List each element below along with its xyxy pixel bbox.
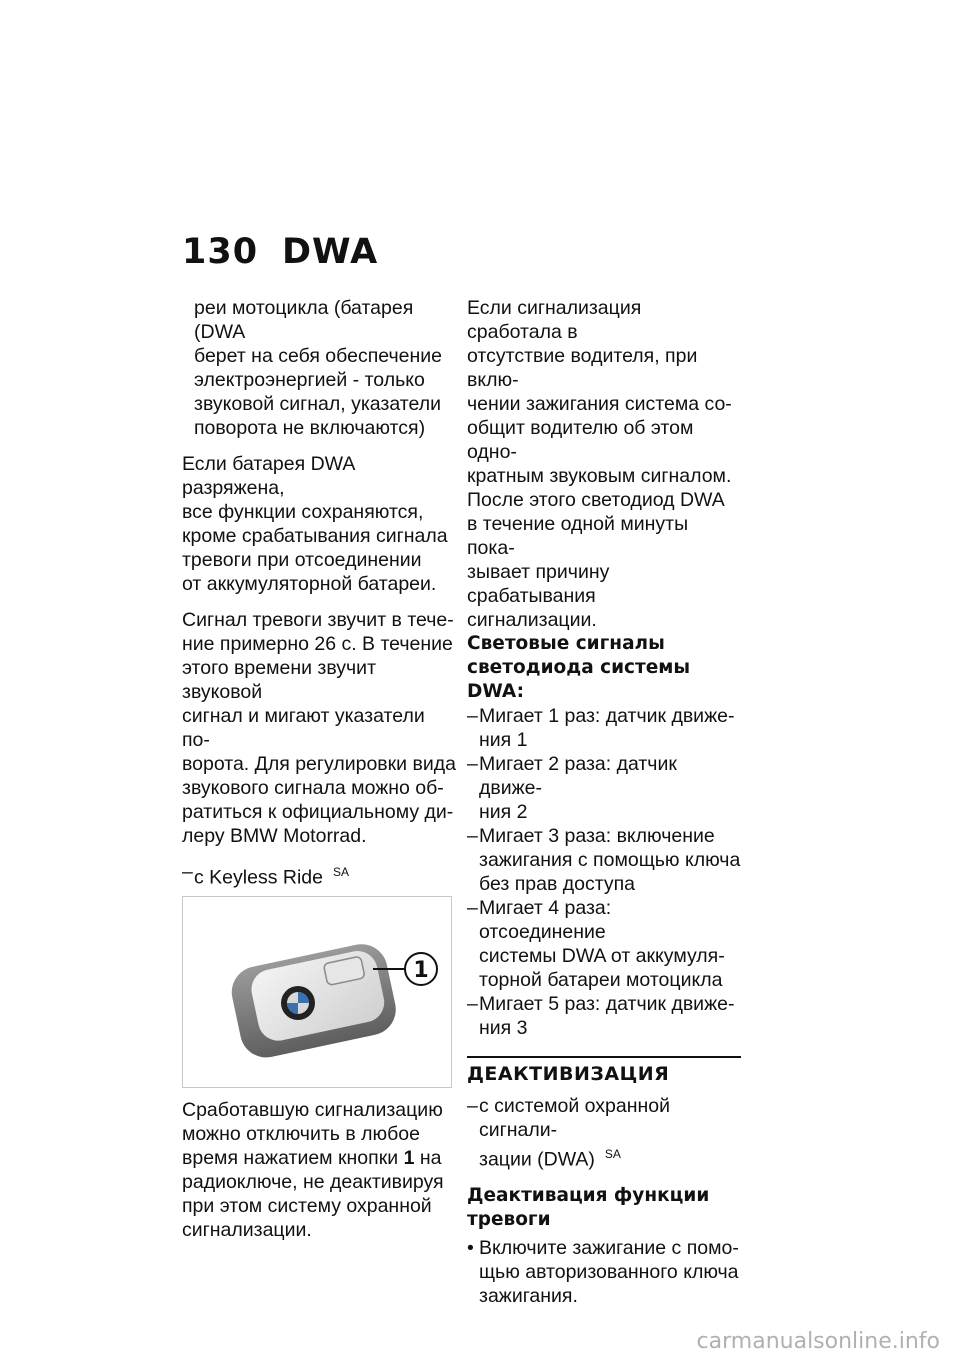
text-line: сигнализации. — [467, 609, 597, 631]
text-line: чении зажигания система со- — [467, 393, 732, 415]
text-line: в течение одной минуты пока- — [467, 513, 689, 559]
text-line: Мигает 1 раз: датчик движе- — [479, 705, 735, 727]
text-line: Сигнал тревоги звучит в тече- — [182, 609, 454, 631]
text-line: Мигает 3 раза: включение — [479, 825, 715, 847]
instruction-item — [467, 1236, 741, 1308]
page-title: DWA — [282, 232, 379, 272]
text-line: все функции сохраняются, — [182, 501, 424, 523]
text-span: время нажатием кнопки — [182, 1146, 399, 1169]
dash-mark: – — [467, 753, 478, 775]
heading-line: светодиода системы DWA: — [467, 657, 691, 702]
text-line: электроэнергией - только — [194, 369, 425, 391]
text-line: ния 3 — [479, 1017, 528, 1039]
dwa-option — [467, 1094, 741, 1172]
section-title: ДЕАКТИВИЗАЦИЯ — [467, 1063, 670, 1085]
deactivate-paragraph — [182, 1098, 456, 1242]
callout-number: 1 — [413, 957, 429, 983]
dash-mark: – — [467, 825, 478, 847]
text-line: торной батареи мотоцикла — [479, 969, 723, 991]
text-line: можно отключить в любое — [182, 1122, 420, 1145]
text-line: отсутствие водителя, при вклю- — [467, 345, 698, 391]
text-line: Мигает 4 раза: отсоединение — [479, 897, 612, 943]
text-line: звуковой сигнал, указатели — [194, 393, 441, 415]
text-span: на — [419, 1146, 442, 1169]
dash-mark: – — [182, 861, 193, 883]
text-line — [182, 1146, 456, 1170]
text-line: системы DWA от аккумуля- — [479, 945, 725, 967]
led-signal-list — [467, 704, 741, 1040]
deactivation-heading — [467, 1184, 741, 1232]
led-signals-heading — [467, 632, 741, 704]
key-fob-illustration — [183, 897, 451, 1087]
text-span: зации (DWA) — [479, 1148, 595, 1171]
list-item — [467, 752, 741, 824]
text-line: ратиться к официальному ди- — [182, 801, 454, 823]
absence-paragraph — [467, 296, 741, 632]
list-item — [467, 896, 741, 992]
text-line: звукового сигнала можно об- — [182, 777, 444, 799]
text-line: берет на себя обеспечение — [194, 345, 442, 367]
text-line: с системой охранной сигнали- — [479, 1095, 671, 1141]
text-line: зывает причину срабатывания — [467, 561, 610, 607]
text-line: Включите зажигание с помо- — [479, 1236, 739, 1259]
text-line: кратным звуковым сигналом. — [467, 465, 732, 487]
list-item — [467, 992, 741, 1040]
list-item — [467, 824, 741, 896]
text-line: ворота. Для регулировки вида — [182, 753, 456, 775]
watermark: carmanualsonline.info — [696, 1329, 940, 1354]
text-line: реи мотоцикла (батарея (DWA — [194, 297, 414, 343]
key-fob-figure — [182, 896, 452, 1088]
text-line: без прав доступа — [479, 873, 636, 895]
text-line: ние примерно 26 с. В течение — [182, 633, 453, 655]
dash-mark: – — [467, 897, 478, 919]
text-line: кроме срабатывания сигнала — [182, 525, 448, 547]
sa-badge: SA — [604, 1147, 621, 1161]
text-line: ния 1 — [479, 729, 528, 751]
text-line: радиоключе, не деактивируя — [182, 1170, 444, 1193]
text-line: от аккумуляторной батареи. — [182, 573, 437, 595]
option-text: с Keyless Ride — [194, 866, 323, 889]
heading-line: тревоги — [467, 1208, 551, 1230]
text-line: при этом систему охранной — [182, 1194, 432, 1217]
list-item — [467, 704, 741, 752]
keyless-option — [182, 860, 456, 890]
text-line: Если сигнализация сработала в — [467, 297, 642, 343]
right-column — [467, 296, 741, 1308]
text-line: Если батарея DWA разряжена, — [182, 453, 355, 499]
left-column — [182, 296, 456, 1254]
page-number: 130 — [182, 232, 259, 272]
text-line: Мигает 5 раз: датчик движе- — [479, 993, 735, 1015]
text-line: леру BMW Motorrad. — [182, 825, 367, 847]
button-reference: 1 — [403, 1146, 415, 1169]
sa-badge: SA — [332, 865, 349, 879]
battery-paragraph — [182, 452, 456, 596]
text-line: После этого светодиод DWA — [467, 489, 725, 511]
text-line: зажигания с помощью ключа — [479, 849, 741, 871]
text-line: Мигает 2 раза: датчик движе- — [479, 753, 677, 799]
dash-mark: – — [467, 1095, 478, 1117]
heading-line: Деактивация функции — [467, 1184, 710, 1206]
text-line — [479, 1142, 741, 1172]
section-divider — [467, 1056, 741, 1058]
text-line: сигнал и мигают указатели по- — [182, 705, 425, 751]
text-line: сигнализации. — [182, 1218, 312, 1241]
dash-mark: – — [467, 705, 478, 727]
text-line: тревоги при отсоединении — [182, 549, 422, 571]
text-line: этого времени звучит звуковой — [182, 657, 377, 703]
text-line: поворота не включаются) — [194, 417, 426, 439]
dash-mark: – — [467, 993, 478, 1015]
heading-line: Световые сигналы — [467, 633, 665, 654]
text-line: щью авторизованного ключа — [479, 1260, 739, 1283]
alarm-paragraph — [182, 608, 456, 848]
text-line: ния 2 — [479, 801, 528, 823]
text-line: зажигания. — [479, 1284, 578, 1307]
text-line: общит водителю об этом одно- — [467, 417, 694, 463]
intro-continuation — [182, 296, 456, 440]
bullet-mark: • — [467, 1236, 474, 1259]
text-line: Сработавшую сигнализацию — [182, 1098, 443, 1121]
